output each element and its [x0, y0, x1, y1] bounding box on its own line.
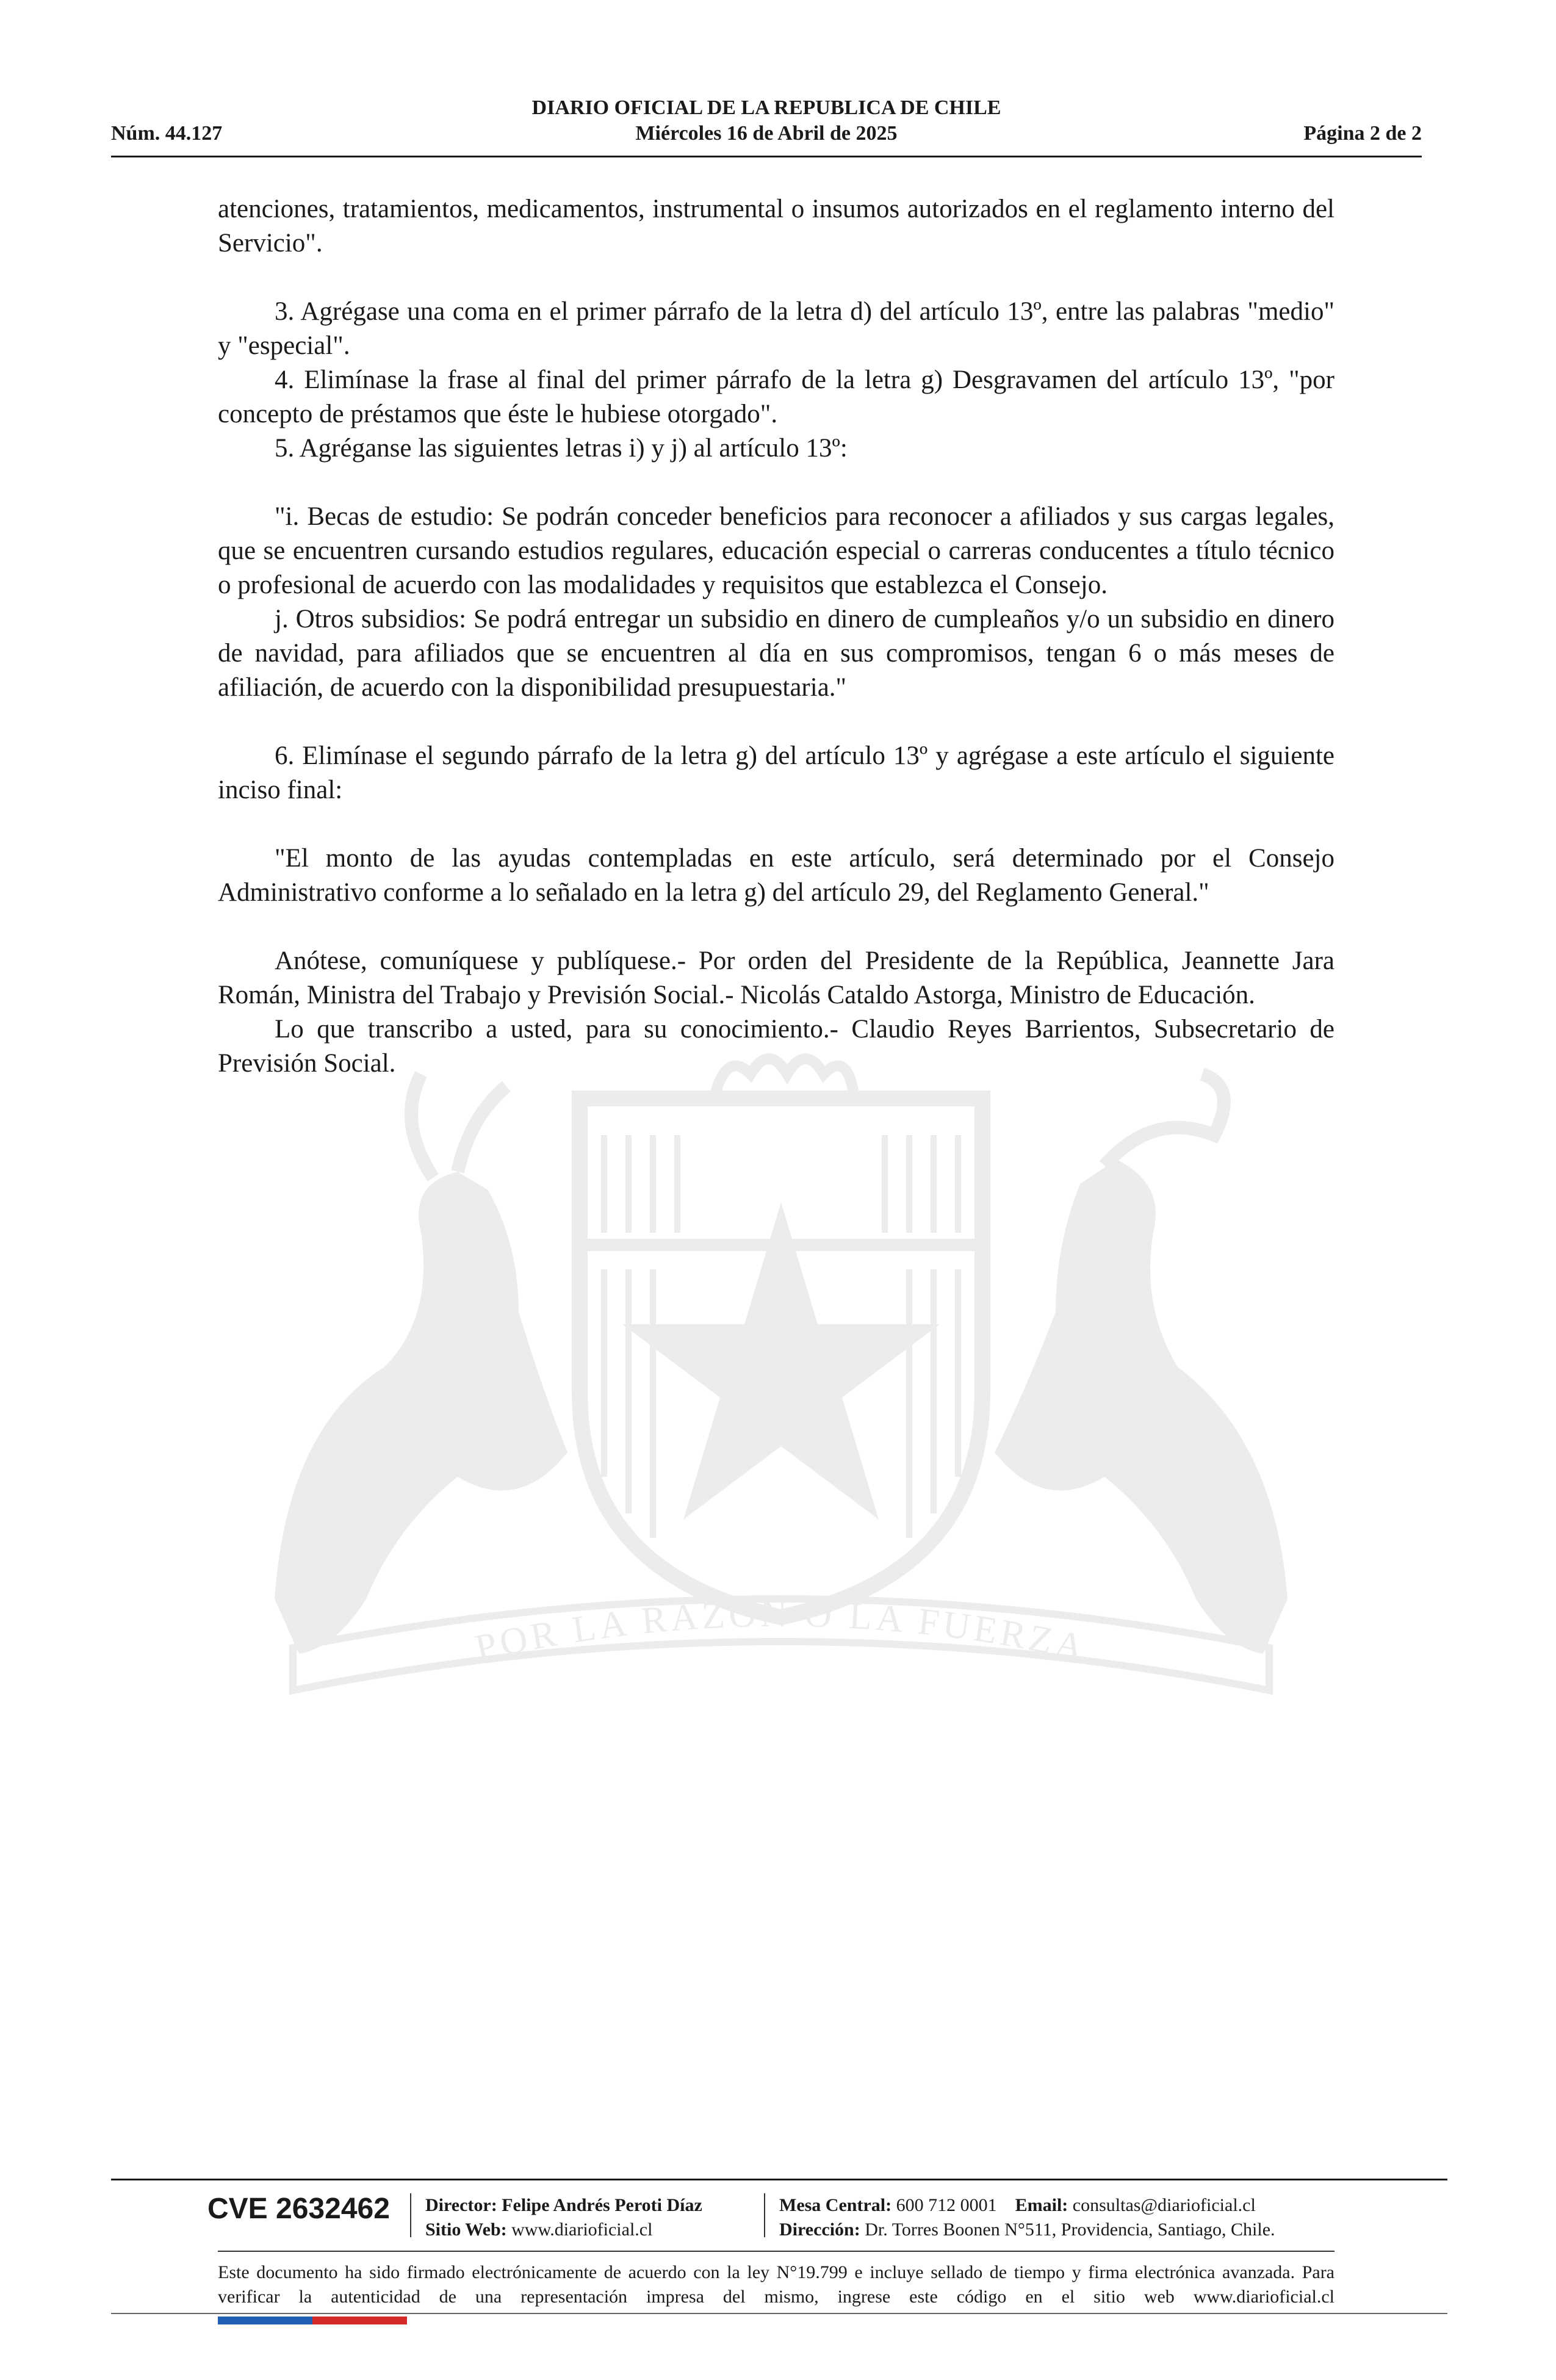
phone-value: 600 712 0001	[896, 2195, 997, 2215]
address-label: Dirección:	[779, 2220, 860, 2240]
coat-of-arms-icon	[201, 1050, 1361, 1709]
publication-date: Miércoles 16 de Abril de 2025	[635, 122, 898, 145]
paragraph-item-5: 5. Agréganse las siguientes letras i) y j) al artículo 13º:	[275, 434, 848, 463]
footer-divider-bottom	[111, 2313, 1447, 2314]
publication-title: DIARIO OFICIAL DE LA REPUBLICA DE CHILE	[531, 96, 1001, 119]
footer-divider-top	[111, 2179, 1447, 2180]
footer-separator	[764, 2193, 765, 2237]
footer-divider-thin	[218, 2251, 1334, 2252]
page-indicator: Página 2 de 2	[1303, 122, 1422, 145]
paragraph-item-4: 4. Elimínase la frase al final del primer párrafo de la letra g) Desgravamen del artículo 13º, "por concepto de préstamos que éste le hubiese otorgado".	[218, 366, 1334, 428]
paragraph-letter-i: "i. Becas de estudio: Se podrán conceder beneficios para reconocer a afiliados y sus cargas legales, que se encuentren cursando estudios regulares, educación especial o carreras conducentes a título técnico o profesional de acuerdo con las modalidades y requisitos que establezca el Consejo.	[218, 502, 1334, 599]
footer-director-block	[425, 2193, 702, 2242]
paragraph-transcription: Lo que transcribo a usted, para su conocimiento.- Claudio Reyes Barrientos, Subsecretario de Previsión Social.	[218, 1015, 1334, 1078]
footer-separator	[410, 2193, 411, 2237]
email-link[interactable]: consultas@diarioficial.cl	[1072, 2195, 1256, 2215]
paragraph-item-6: 6. Elimínase el segundo párrafo de la letra g) del artículo 13º y agrégase a este artículo el siguiente inciso final:	[218, 741, 1334, 804]
director-name: Felipe Andrés Peroti Díaz	[502, 2195, 702, 2215]
paragraph-signature: Anótese, comuníquese y publíquese.- Por orden del Presidente de la República, Jeannette Jara Román, Ministra del Trabajo y Previsión Social.- Nicolás Cataldo Astorga, Ministro de Educación.	[218, 947, 1334, 1009]
motto-text: POR LA RAZON O LA FUERZA	[471, 1593, 1091, 1670]
paragraph-item-3: 3. Agrégase una coma en el primer párrafo de la letra d) del artículo 13º, entre las palabras "medio" y "especial".	[218, 297, 1334, 360]
director-label: Director:	[425, 2195, 497, 2215]
cve-code: CVE 2632462	[207, 2193, 390, 2225]
paragraph-letter-j: j. Otros subsidios: Se podrá entregar un subsidio en dinero de cumpleaños y/o un subsidio en dinero de navidad, para afiliados que se encuentren al día en sus compromisos, tengan 6 o más meses de afiliación, de acuerdo con la disponibilidad presupuestaria."	[218, 605, 1334, 702]
paragraph-final-clause: "El monto de las ayudas contempladas en este artículo, será determinado por el Consejo Administrativo conforme a lo señalado en la letra g) del artículo 29, del Reglamento General."	[218, 844, 1334, 907]
website-link[interactable]: www.diarioficial.cl	[511, 2220, 653, 2240]
footer-contact-block	[779, 2193, 1275, 2242]
svg-text:POR LA RAZON O LA FUERZA	[472, 1593, 1091, 1670]
page-header	[111, 95, 1422, 156]
email-label: Email:	[1015, 2195, 1068, 2215]
website-label: Sitio Web:	[425, 2220, 507, 2240]
address-value: Dr. Torres Boonen N°511, Providencia, Santiago, Chile.	[865, 2220, 1275, 2240]
issue-number: Núm. 44.127	[111, 122, 223, 145]
paragraph-continuation: atenciones, tratamientos, medicamentos, instrumental o insumos autorizados en el reglamento interno del Servicio".	[218, 195, 1334, 258]
flag-stripe-red	[312, 2317, 407, 2324]
flag-stripe-blue	[218, 2317, 312, 2324]
phone-label: Mesa Central:	[779, 2195, 892, 2215]
footer-legal-note: Este documento ha sido firmado electrónicamente de acuerdo con la ley N°19.799 e incluye sellado de tiempo y firma electrónica avanzada. Para verificar la autenticidad de una representación impresa del mismo, ingrese este código en el sitio web www.diarioficial.cl	[218, 2262, 1334, 2307]
header-divider	[111, 156, 1422, 157]
document-body	[218, 192, 1334, 1081]
